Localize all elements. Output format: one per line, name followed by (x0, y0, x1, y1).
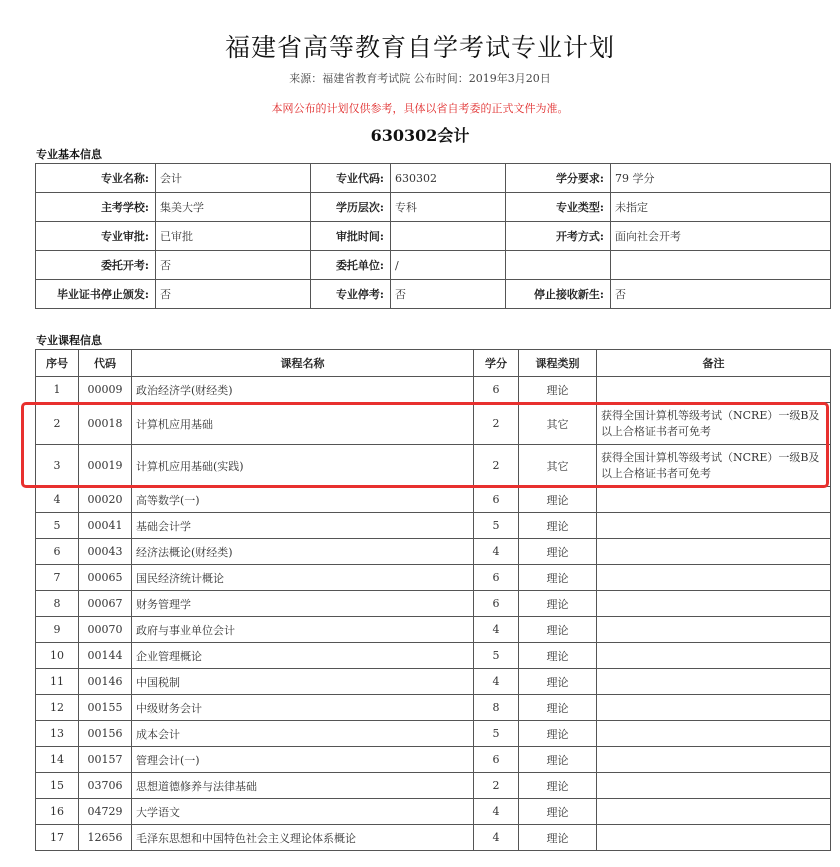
course-code-cell: 00018 (79, 403, 132, 445)
info-label: 毕业证书停止颁发: (36, 280, 156, 309)
course-type-cell: 理论 (519, 513, 597, 539)
column-header: 学分 (474, 350, 519, 377)
info-label: 停止接收新生: (506, 280, 611, 309)
course-name-cell: 毛泽东思想和中国特色社会主义理论体系概论 (132, 825, 474, 851)
course-credit-cell: 6 (474, 565, 519, 591)
column-header: 序号 (36, 350, 79, 377)
course-table (35, 349, 831, 851)
course-code-cell: 03706 (79, 773, 132, 799)
major-heading: 630302会计 (370, 126, 470, 145)
course-remark-cell (597, 539, 831, 565)
table-row (36, 643, 831, 669)
course-code-cell: 00065 (79, 565, 132, 591)
info-value: 面向社会开考 (611, 222, 831, 251)
basic-info-row (36, 222, 831, 251)
course-no-cell: 14 (36, 747, 79, 773)
table-row (36, 721, 831, 747)
course-type-cell: 其它 (519, 403, 597, 445)
table-row (36, 513, 831, 539)
course-info-section-label: 专业课程信息 (36, 334, 102, 347)
course-code-cell: 00041 (79, 513, 132, 539)
info-label: 学历层次: (311, 193, 391, 222)
course-code-cell: 00020 (79, 487, 132, 513)
course-no-cell: 4 (36, 487, 79, 513)
table-row (36, 773, 831, 799)
course-code-cell: 00019 (79, 445, 132, 487)
column-header: 课程名称 (132, 350, 474, 377)
course-remark-cell (597, 747, 831, 773)
info-label: 专业名称: (36, 164, 156, 193)
course-name-cell: 基础会计学 (132, 513, 474, 539)
course-name-cell: 国民经济统计概论 (132, 565, 474, 591)
info-value (391, 222, 506, 251)
info-label: 审批时间: (311, 222, 391, 251)
course-credit-cell: 6 (474, 591, 519, 617)
course-remark-cell (597, 591, 831, 617)
course-name-cell: 企业管理概论 (132, 643, 474, 669)
course-type-cell: 其它 (519, 445, 597, 487)
course-name-cell: 大学语文 (132, 799, 474, 825)
course-no-cell: 17 (36, 825, 79, 851)
course-remark-cell (597, 487, 831, 513)
info-label: 开考方式: (506, 222, 611, 251)
course-credit-cell: 5 (474, 643, 519, 669)
course-credit-cell: 2 (474, 403, 519, 445)
course-no-cell: 2 (36, 403, 79, 445)
course-remark-cell (597, 695, 831, 721)
column-header: 代码 (79, 350, 132, 377)
basic-info-row (36, 193, 831, 222)
course-credit-cell: 4 (474, 825, 519, 851)
course-remark-cell (597, 825, 831, 851)
table-row (36, 565, 831, 591)
course-type-cell: 理论 (519, 377, 597, 403)
course-remark-cell (597, 773, 831, 799)
table-row (36, 695, 831, 721)
course-code-cell: 00155 (79, 695, 132, 721)
course-code-cell: 00043 (79, 539, 132, 565)
course-type-cell: 理论 (519, 747, 597, 773)
table-row (36, 539, 831, 565)
info-label: 专业代码: (311, 164, 391, 193)
course-type-cell: 理论 (519, 487, 597, 513)
info-value: 会计 (156, 164, 311, 193)
course-type-cell: 理论 (519, 643, 597, 669)
info-label: 委托开考: (36, 251, 156, 280)
course-credit-cell: 6 (474, 747, 519, 773)
course-remark-cell (597, 721, 831, 747)
course-name-cell: 政府与事业单位会计 (132, 617, 474, 643)
basic-info-section-label: 专业基本信息 (36, 148, 102, 161)
course-code-cell: 00070 (79, 617, 132, 643)
info-label: 主考学校: (36, 193, 156, 222)
course-remark-cell (597, 643, 831, 669)
course-code-cell: 00157 (79, 747, 132, 773)
info-value: 未指定 (611, 193, 831, 222)
course-credit-cell: 4 (474, 669, 519, 695)
course-no-cell: 9 (36, 617, 79, 643)
course-remark-cell: 获得全国计算机等级考试（NCRE）一级B及以上合格证书者可免考 (597, 445, 831, 487)
course-no-cell: 16 (36, 799, 79, 825)
course-code-cell: 00144 (79, 643, 132, 669)
info-label: 委托单位: (311, 251, 391, 280)
course-name-cell: 政治经济学(财经类) (132, 377, 474, 403)
course-credit-cell: 8 (474, 695, 519, 721)
source-line: 来源：福建省教育考试院 公布时间：2019年3月20日 (289, 72, 551, 85)
course-type-cell: 理论 (519, 539, 597, 565)
info-label: 学分要求: (506, 164, 611, 193)
course-no-cell: 12 (36, 695, 79, 721)
course-remark-cell (597, 617, 831, 643)
info-value: 否 (156, 251, 311, 280)
column-header: 备注 (597, 350, 831, 377)
table-row (36, 747, 831, 773)
table-row (36, 403, 831, 445)
info-value: 否 (156, 280, 311, 309)
course-credit-cell: 5 (474, 513, 519, 539)
course-remark-cell (597, 669, 831, 695)
course-credit-cell: 4 (474, 539, 519, 565)
table-row (36, 445, 831, 487)
page-title: 福建省高等教育自学考试专业计划 (224, 33, 615, 62)
course-name-cell: 财务管理学 (132, 591, 474, 617)
course-code-cell: 04729 (79, 799, 132, 825)
info-value (611, 251, 831, 280)
info-label: 专业停考: (311, 280, 391, 309)
basic-info-table (35, 163, 831, 309)
course-code-cell: 00156 (79, 721, 132, 747)
course-credit-cell: 2 (474, 445, 519, 487)
course-type-cell: 理论 (519, 721, 597, 747)
table-row (36, 799, 831, 825)
info-value: 否 (611, 280, 831, 309)
table-row (36, 487, 831, 513)
course-credit-cell: 4 (474, 617, 519, 643)
course-remark-cell (597, 565, 831, 591)
course-no-cell: 3 (36, 445, 79, 487)
info-value: 630302 (391, 164, 506, 193)
course-type-cell: 理论 (519, 799, 597, 825)
info-value: 专科 (391, 193, 506, 222)
course-name-cell: 计算机应用基础 (132, 403, 474, 445)
basic-info-row (36, 251, 831, 280)
course-no-cell: 11 (36, 669, 79, 695)
course-type-cell: 理论 (519, 565, 597, 591)
course-remark-cell (597, 377, 831, 403)
table-row (36, 377, 831, 403)
course-name-cell: 成本会计 (132, 721, 474, 747)
course-no-cell: 10 (36, 643, 79, 669)
course-no-cell: 7 (36, 565, 79, 591)
course-code-cell: 00009 (79, 377, 132, 403)
course-remark-cell (597, 513, 831, 539)
info-label (506, 251, 611, 280)
course-credit-cell: 6 (474, 377, 519, 403)
info-label: 专业类型: (506, 193, 611, 222)
course-no-cell: 8 (36, 591, 79, 617)
table-row (36, 825, 831, 851)
course-table-header-row (36, 350, 831, 377)
course-no-cell: 5 (36, 513, 79, 539)
course-remark-cell: 获得全国计算机等级考试（NCRE）一级B及以上合格证书者可免考 (597, 403, 831, 445)
disclaimer-notice: 本网公布的计划仅供参考，具体以省自考委的正式文件为准。 (271, 102, 569, 115)
info-label: 专业审批: (36, 222, 156, 251)
info-value: 79 学分 (611, 164, 831, 193)
course-type-cell: 理论 (519, 695, 597, 721)
course-credit-cell: 2 (474, 773, 519, 799)
basic-info-row (36, 164, 831, 193)
course-credit-cell: 6 (474, 487, 519, 513)
course-type-cell: 理论 (519, 591, 597, 617)
course-name-cell: 高等数学(一) (132, 487, 474, 513)
table-row (36, 669, 831, 695)
course-type-cell: 理论 (519, 825, 597, 851)
course-type-cell: 理论 (519, 669, 597, 695)
course-remark-cell (597, 799, 831, 825)
info-value: / (391, 251, 506, 280)
column-header: 课程类别 (519, 350, 597, 377)
info-value: 已审批 (156, 222, 311, 251)
table-row (36, 591, 831, 617)
course-credit-cell: 4 (474, 799, 519, 825)
info-value: 集美大学 (156, 193, 311, 222)
course-code-cell: 00067 (79, 591, 132, 617)
course-name-cell: 思想道德修养与法律基础 (132, 773, 474, 799)
course-no-cell: 15 (36, 773, 79, 799)
table-row (36, 617, 831, 643)
course-no-cell: 6 (36, 539, 79, 565)
course-name-cell: 中国税制 (132, 669, 474, 695)
course-code-cell: 12656 (79, 825, 132, 851)
info-value: 否 (391, 280, 506, 309)
course-type-cell: 理论 (519, 773, 597, 799)
course-code-cell: 00146 (79, 669, 132, 695)
course-no-cell: 1 (36, 377, 79, 403)
course-name-cell: 中级财务会计 (132, 695, 474, 721)
course-no-cell: 13 (36, 721, 79, 747)
course-credit-cell: 5 (474, 721, 519, 747)
course-name-cell: 计算机应用基础(实践) (132, 445, 474, 487)
course-name-cell: 经济法概论(财经类) (132, 539, 474, 565)
course-type-cell: 理论 (519, 617, 597, 643)
course-name-cell: 管理会计(一) (132, 747, 474, 773)
basic-info-row (36, 280, 831, 309)
